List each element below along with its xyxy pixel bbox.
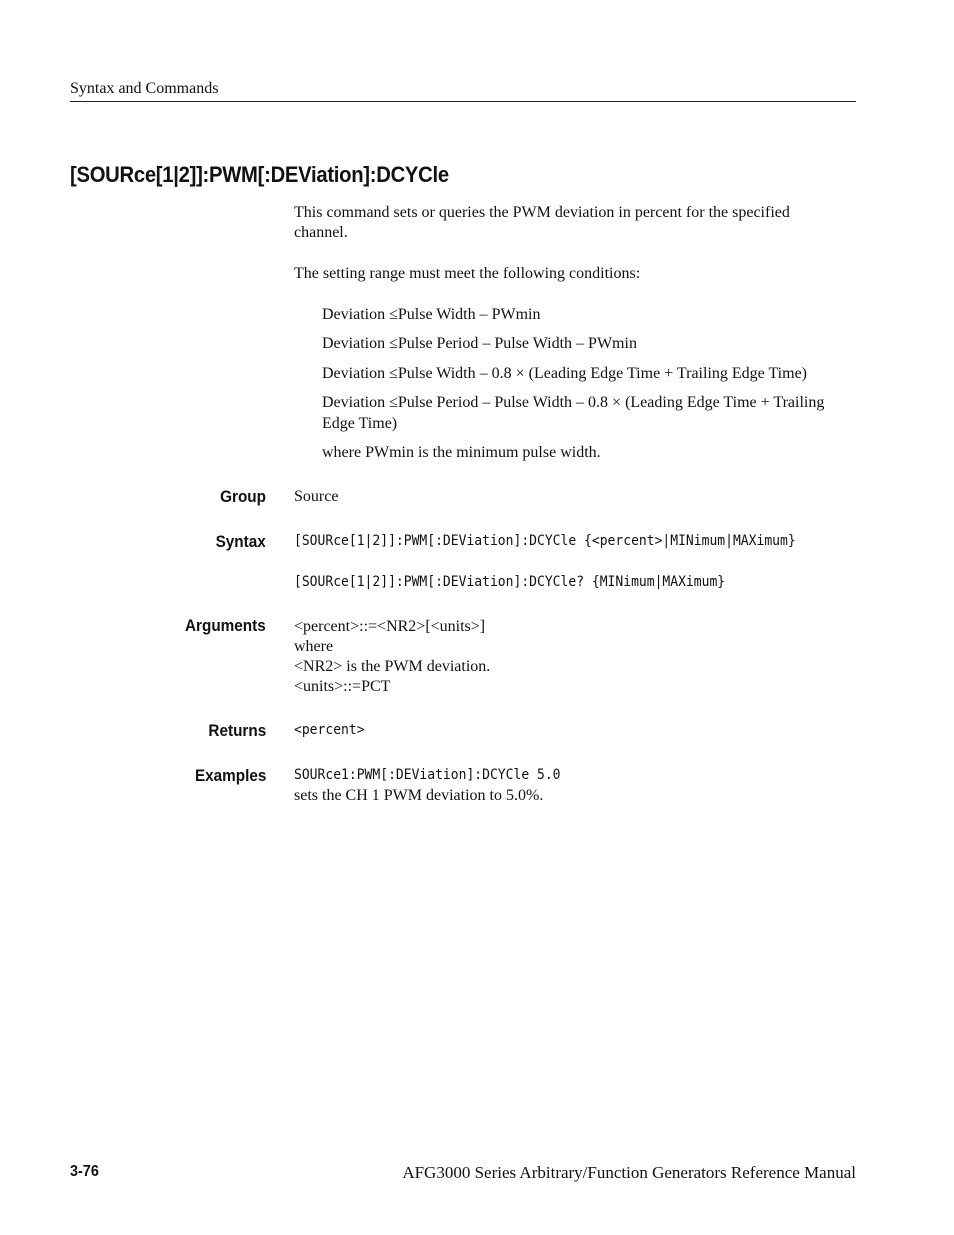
group-value: Source [294,488,339,505]
condition-item: Deviation ≤Pulse Period – Pulse Width – PWmin [322,335,637,352]
header-divider [70,101,856,102]
examples-label: Examples [194,766,266,785]
argument-line: <units>::=PCT [294,678,391,695]
condition-item: Deviation ≤Pulse Width – 0.8 × (Leading Edge Time + Trailing Edge Time) [322,365,807,382]
group-label: Group [220,487,266,506]
arguments-block [294,617,854,697]
arguments-label: Arguments [185,616,266,635]
where-note: where PWmin is the minimum pulse width. [322,444,601,461]
description-intro [294,203,854,243]
command-title: [SOURce[1|2]]:PWM[:DEViation]:DCYCle [70,162,449,187]
syntax-query-command: [SOURce[1|2]]:PWM[:DEViation]:DCYCle? {MINimum|MAXimum} [294,574,726,590]
returns-label: Returns [208,721,266,740]
running-header: Syntax and Commands [70,80,219,97]
returns-value: <percent> [294,722,365,738]
condition-item: Deviation ≤Pulse Width – PWmin [322,306,541,323]
page-number: 3-76 [70,1163,99,1180]
description-intro-line: This command sets or queries the PWM deviation in percent for the specified [294,204,790,221]
argument-line: <NR2> is the PWM deviation. [294,658,491,675]
range-intro: The setting range must meet the following conditions: [294,265,641,282]
condition-line: Edge Time) [322,415,398,432]
argument-line: <percent>::=<NR2>[<units>] [294,618,486,635]
argument-line: where [294,638,334,655]
example-command: SOURce1:PWM[:DEViation]:DCYCle 5.0 [294,767,561,783]
condition-line: Deviation ≤Pulse Period – Pulse Width – 0.8 × (Leading Edge Time + Trailing [322,394,825,411]
description-intro-line: channel. [294,224,348,241]
manual-title: AFG3000 Series Arbitrary/Function Generators Reference Manual [402,1163,856,1182]
syntax-set-command: [SOURce[1|2]]:PWM[:DEViation]:DCYCle {<percent>|MINimum|MAXimum} [294,533,796,549]
example-description: sets the CH 1 PWM deviation to 5.0%. [294,787,544,804]
condition-item [322,392,862,434]
syntax-label: Syntax [215,532,266,551]
